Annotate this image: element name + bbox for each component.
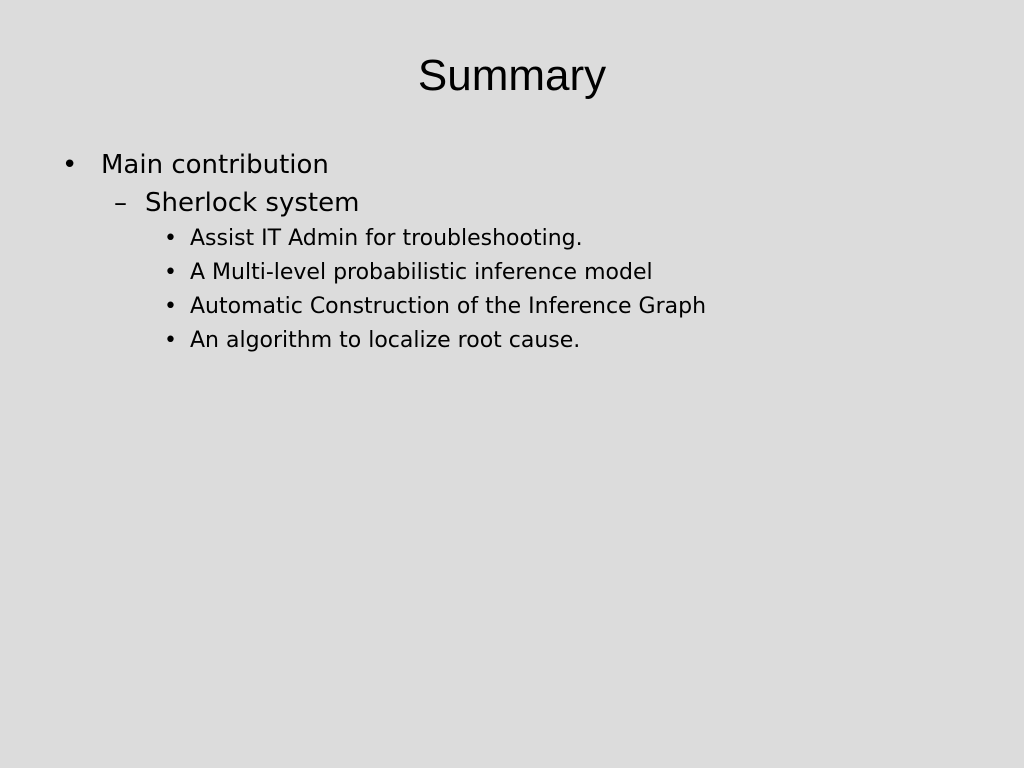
detail-text: A Multi-level probabilistic inference model — [190, 260, 653, 285]
bullet-marker: • — [164, 294, 177, 319]
detail-text: Automatic Construction of the Inference Graph — [190, 294, 707, 319]
detail-text: An algorithm to localize root cause. — [190, 328, 581, 353]
bullet-marker: • — [62, 150, 78, 180]
bullet-text: Main contribution — [101, 150, 329, 180]
detail-text: Assist IT Admin for troubleshooting. — [190, 226, 583, 251]
bullet-marker: • — [164, 226, 177, 251]
slide-title: Summary — [417, 51, 607, 100]
bullet-marker: • — [164, 328, 177, 353]
sub-bullet-text: Sherlock system — [145, 188, 360, 218]
dash-marker: – — [114, 188, 127, 218]
bullet-marker: • — [164, 260, 177, 285]
